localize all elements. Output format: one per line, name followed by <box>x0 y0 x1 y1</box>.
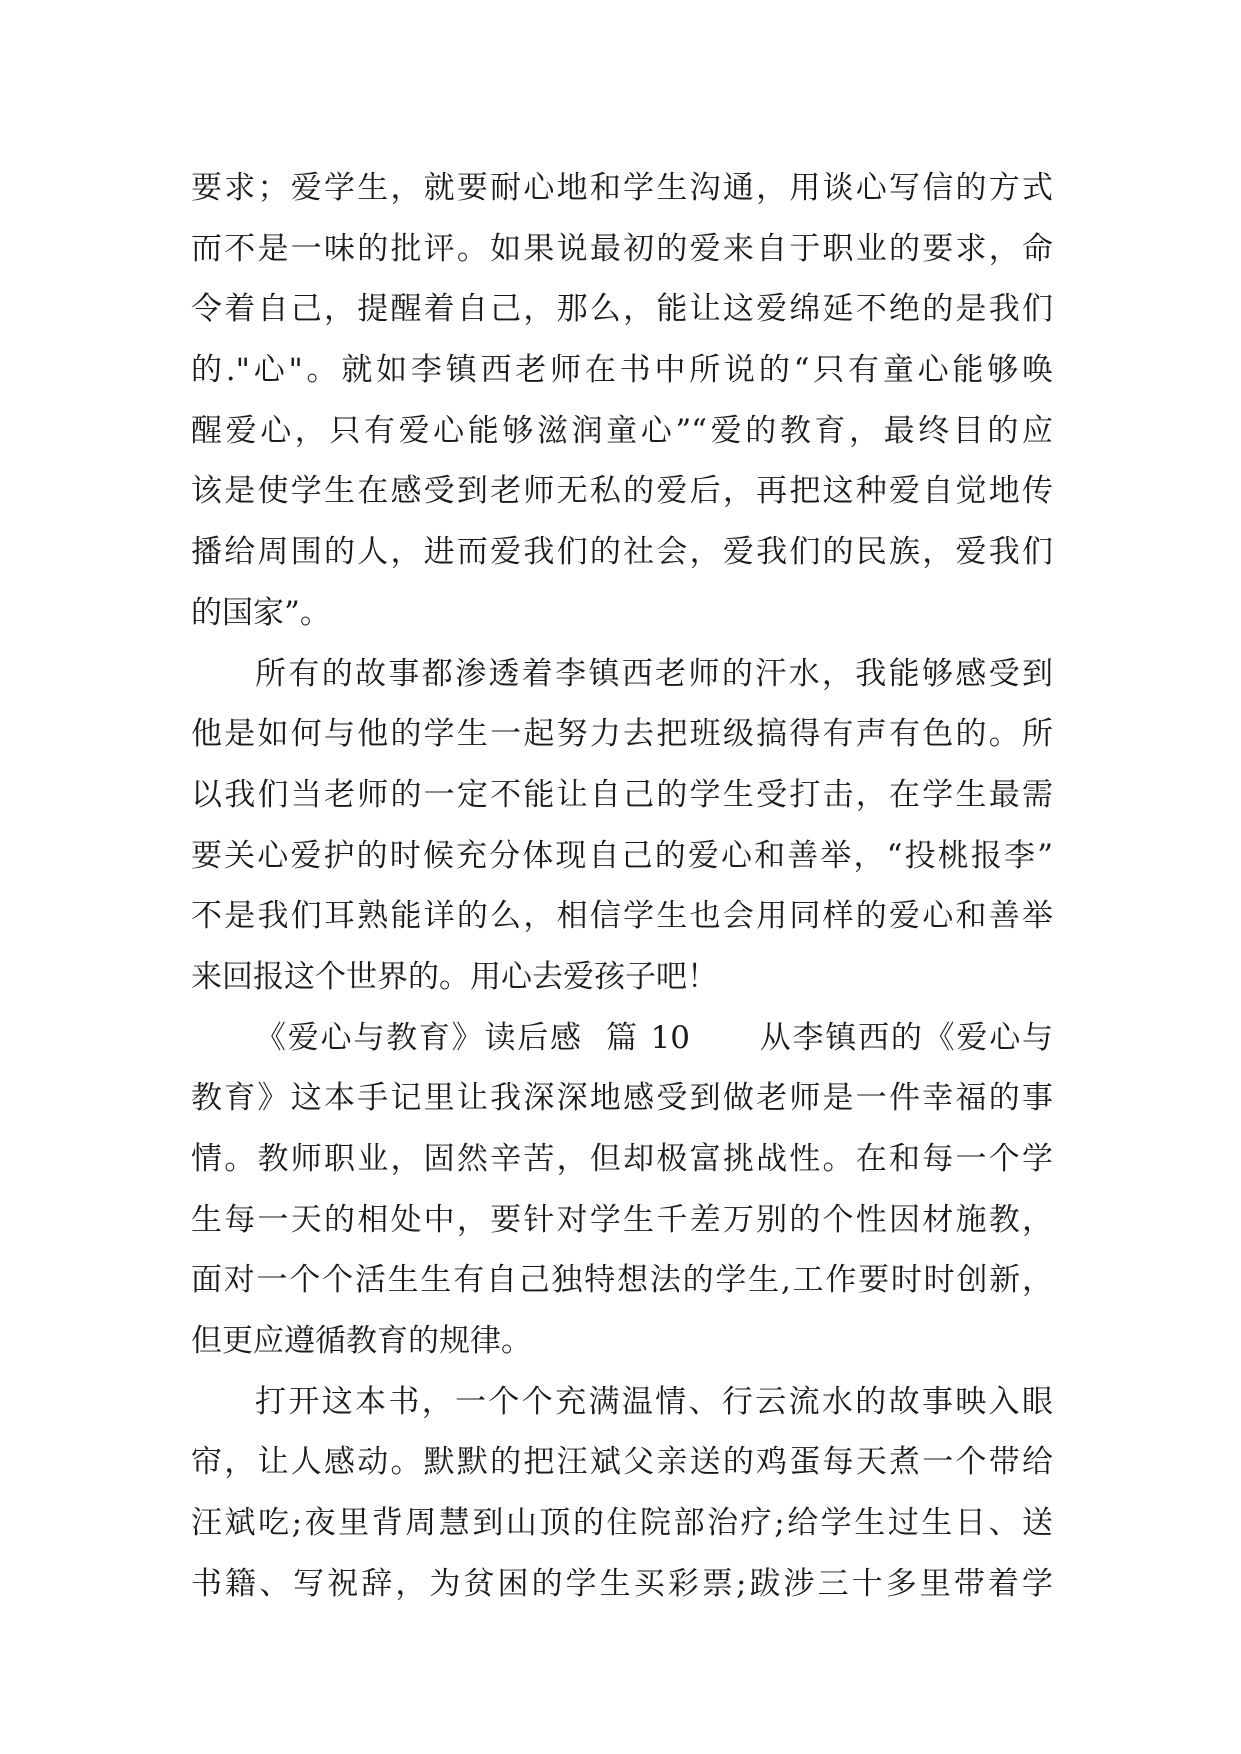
text-line: 而不是一味的批评。如果说最初的爱来自于职业的要求，命 <box>191 230 1053 267</box>
text-line: 教育》这本手记里让我深深地感受到做老师是一件幸福的事 <box>191 1080 1053 1117</box>
text-line: 的."心"。就如李镇西老师在书中所说的“只有童心能够唤 <box>191 352 1053 389</box>
text-line: 的国家”。 <box>191 594 331 631</box>
text-line: 来回报这个世界的。用心去爱孩子吧！ <box>191 958 718 995</box>
text-line: 播给周围的人，进而爱我们的社会，爱我们的民族，爱我们 <box>191 534 1053 571</box>
body-text <box>191 158 1053 1615</box>
text-line: 要关心爱护的时候充分体现自己的爱心和善举，“投桃报李” <box>191 837 1053 874</box>
text-line: 但更应遵循教育的规律。 <box>191 1323 532 1360</box>
text-line: 他是如何与他的学生一起努力去把班级搞得有声有色的。所 <box>191 716 1053 753</box>
text-line: 该是使学生在感受到老师无私的爱后，再把这种爱自觉地传 <box>191 473 1053 510</box>
text-line: 汪斌吃;夜里背周慧到山顶的住院部治疗;给学生过生日、送 <box>191 1505 1053 1542</box>
text-line: 生每一天的相处中，要针对学生千差万别的个性因材施教， <box>191 1201 1053 1238</box>
text-line: 帘，让人感动。默默的把汪斌父亲送的鸡蛋每天煮一个带给 <box>191 1444 1053 1481</box>
text-line: 面对一个个活生生有自己独特想法的学生,工作要时时创新， <box>191 1262 1053 1299</box>
section-heading-line: 《爱心与教育》读后感 篇 10 从李镇西的《爱心与 <box>255 1019 1053 1056</box>
text-line: 醒爱心，只有爱心能够滋润童心”“爱的教育，最终目的应 <box>191 412 1053 449</box>
text-line: 情。教师职业，固然辛苦，但却极富挑战性。在和每一个学 <box>191 1141 1053 1177</box>
text-line: 要求；爱学生，就要耐心地和学生沟通，用谈心写信的方式 <box>191 170 1053 206</box>
text-line: 以我们当老师的一定不能让自己的学生受打击，在学生最需 <box>191 776 1053 813</box>
paragraph-start-line: 打开这本书，一个个充满温情、行云流水的故事映入眼 <box>255 1383 1053 1420</box>
text-line: 书籍、写祝辞，为贫困的学生买彩票;跋涉三十多里带着学 <box>191 1565 1053 1602</box>
text-line: 令着自己，提醒着自己，那么，能让这爱绵延不绝的是我们 <box>191 291 1053 328</box>
paragraph-start-line: 所有的故事都渗透着李镇西老师的汗水，我能够感受到 <box>255 655 1053 692</box>
text-line: 不是我们耳熟能详的么，相信学生也会用同样的爱心和善举 <box>191 898 1053 935</box>
